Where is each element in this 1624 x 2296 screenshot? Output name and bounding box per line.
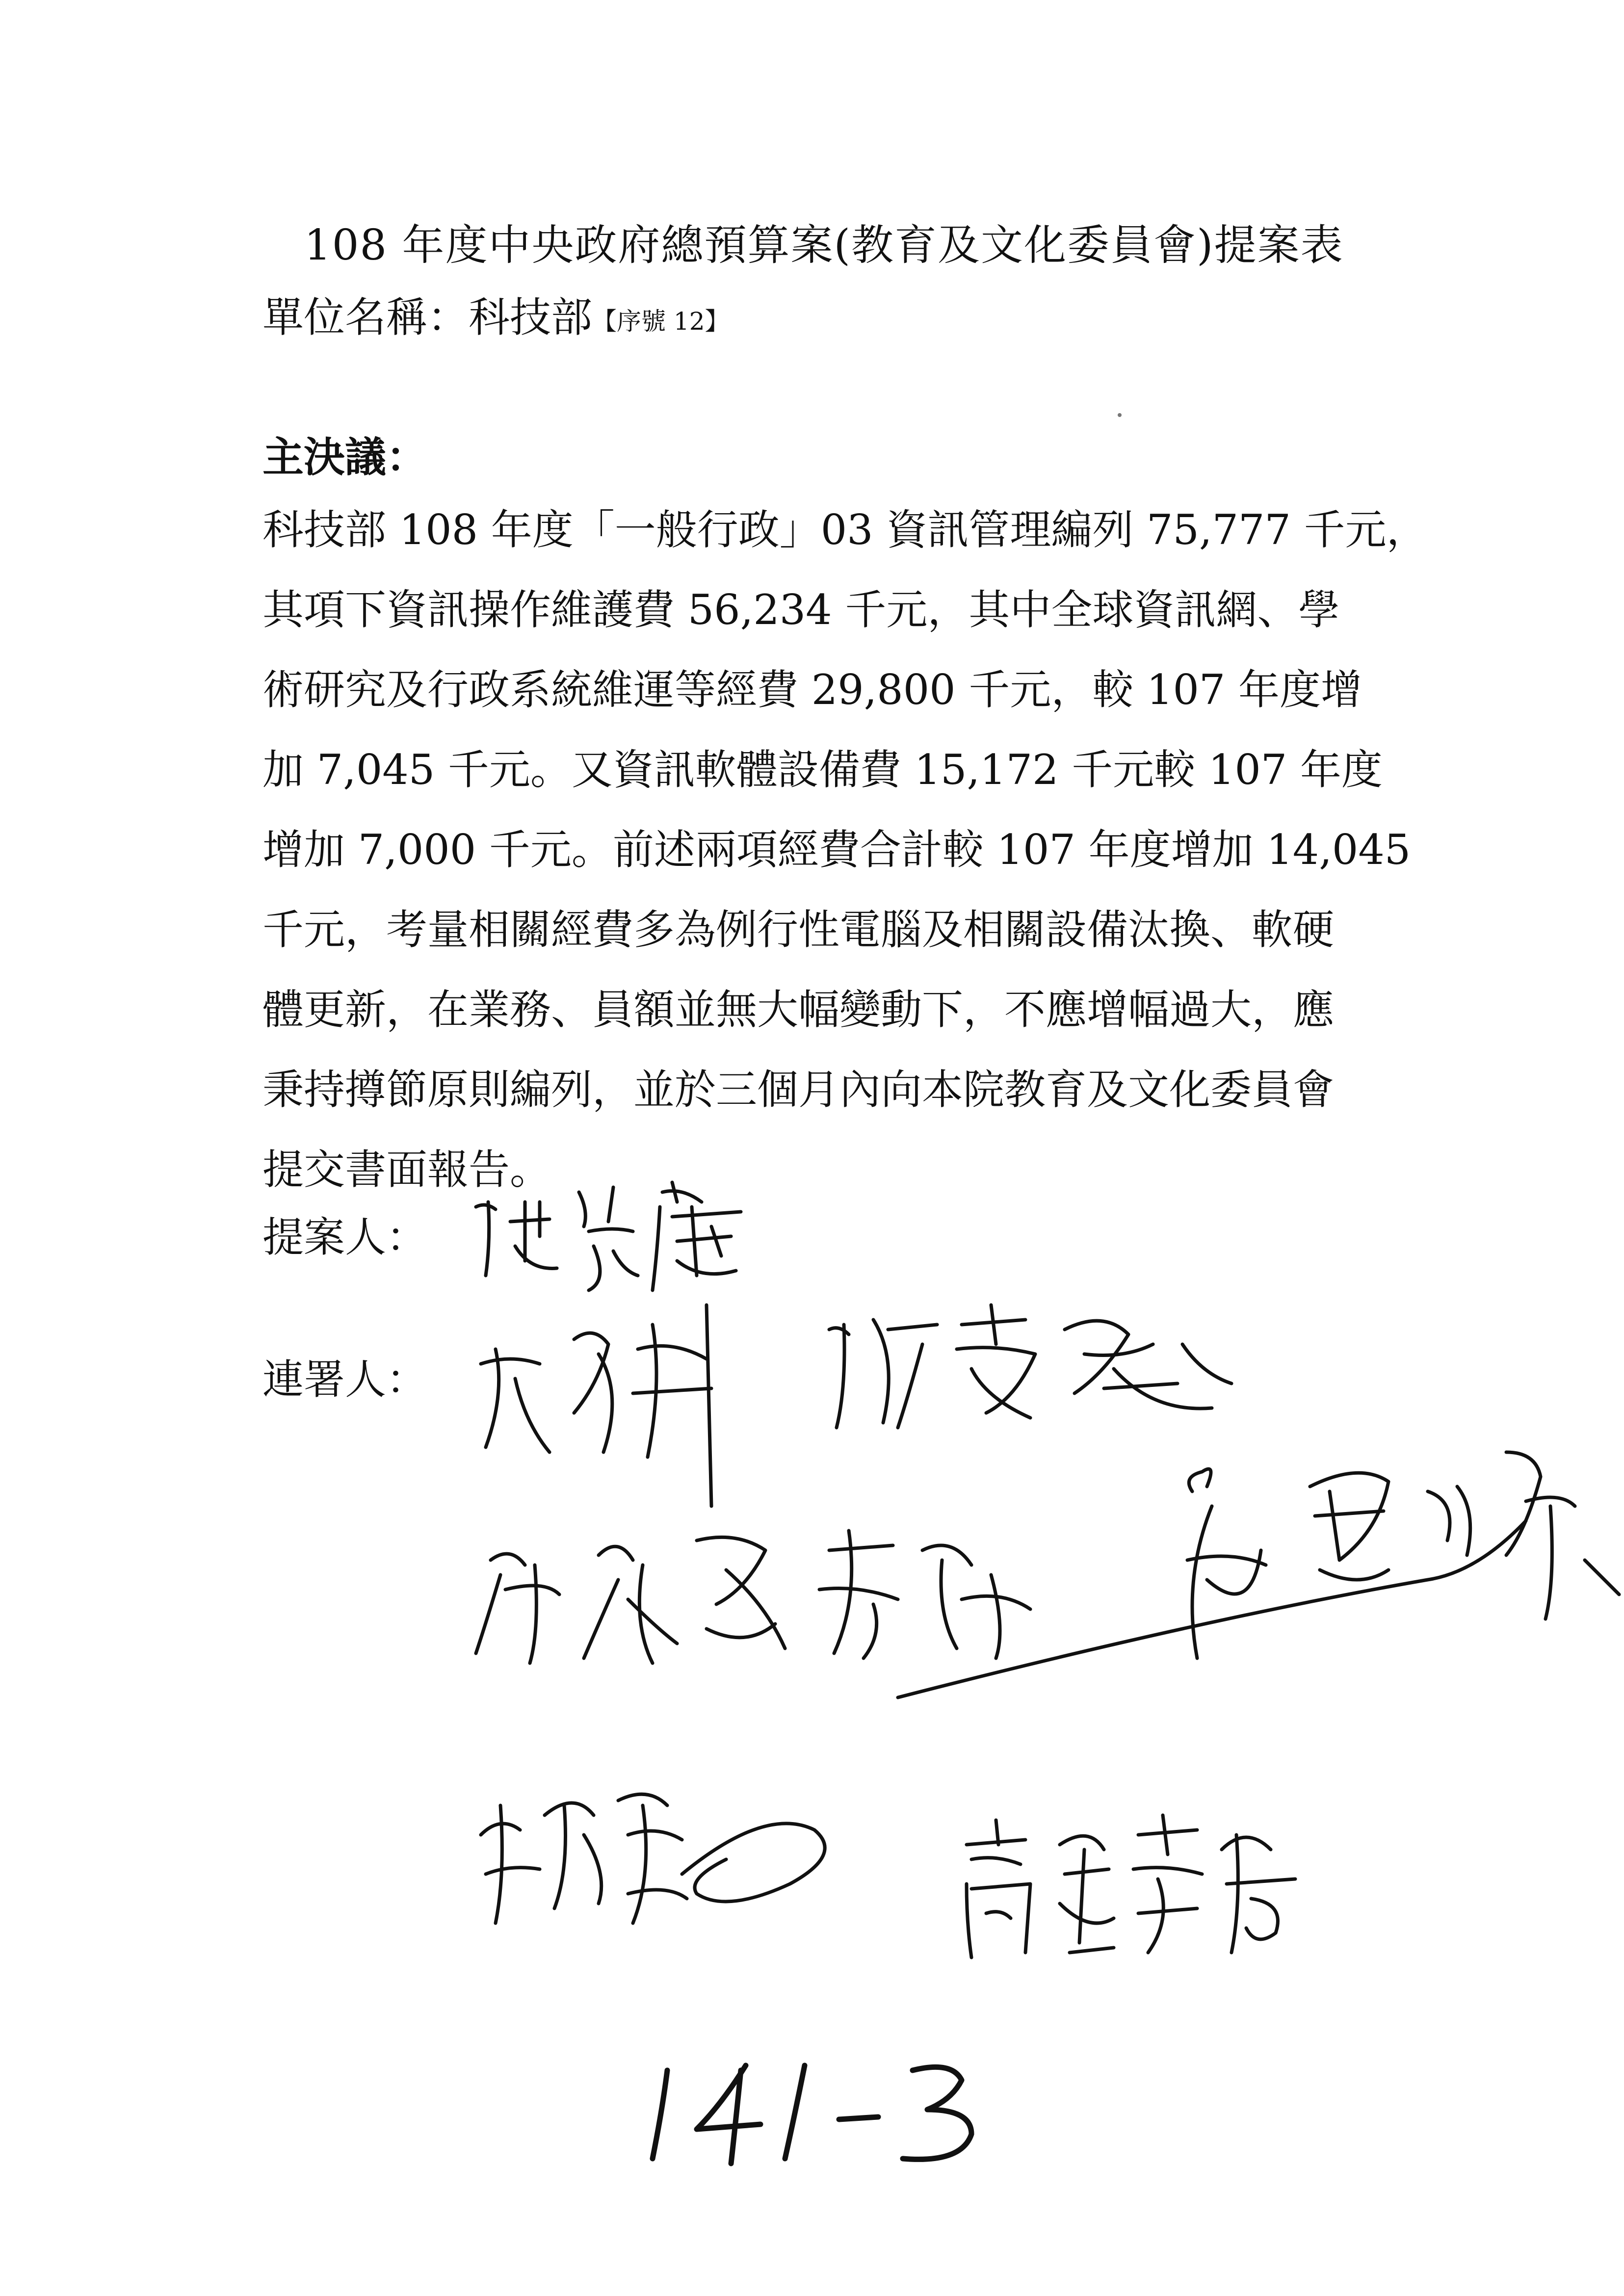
cosigner-signature-6 [952,1805,1325,1967]
cosigner-signature-2 [810,1300,1266,1447]
main-resolution-label: 主決議： [262,433,428,481]
body-line: 增加 7,000 千元。前述兩項經費合計較 107 年度增加 14,045 [262,826,1411,874]
body-line: 術研究及行政系統維運等經費 29,800 千元，較 107 年度增 [262,666,1362,714]
body-line: 體更新，在業務、員額並無大幅變動下，不應增幅過大，應 [262,986,1335,1034]
scan-speck [1118,413,1122,417]
body-line: 加 7,045 千元。又資訊軟體設備費 15,172 千元較 107 年度 [262,746,1383,794]
cosigner-signature-3 [471,1501,1158,1678]
unit-name: 單位名稱：科技部 [262,293,593,341]
body-line: 科技部 108 年度「一般行政」03 資訊管理編列 75,777 千元， [262,506,1428,554]
serial-number: 【序號 12】 [592,307,730,336]
proposer-signature [466,1173,810,1300]
unit-name-line [262,285,730,344]
cosigner-label: 連署人： [262,1356,428,1404]
resolution-body [262,496,1428,1215]
cosigner-signature-1 [476,1295,780,1506]
page-number [648,2051,1001,2168]
document-title: 108 年度中央政府總預算案(教育及文化委員會)提案表 [304,221,1344,270]
body-line: 秉持撙節原則編列，並於三個月內向本院教育及文化委員會 [262,1066,1335,1114]
cosigner-signature-4 [1153,1433,1624,1707]
proposer-label: 提案人： [262,1213,428,1261]
body-line: 提交書面報告。 [262,1146,551,1194]
body-line: 千元，考量相關經費多為例行性電腦及相關設備汰換、軟硬 [262,906,1335,954]
cosigner-signature-5 [471,1747,893,1957]
body-line: 其項下資訊操作維護費 56,234 千元，其中全球資訊網、學 [262,586,1340,634]
